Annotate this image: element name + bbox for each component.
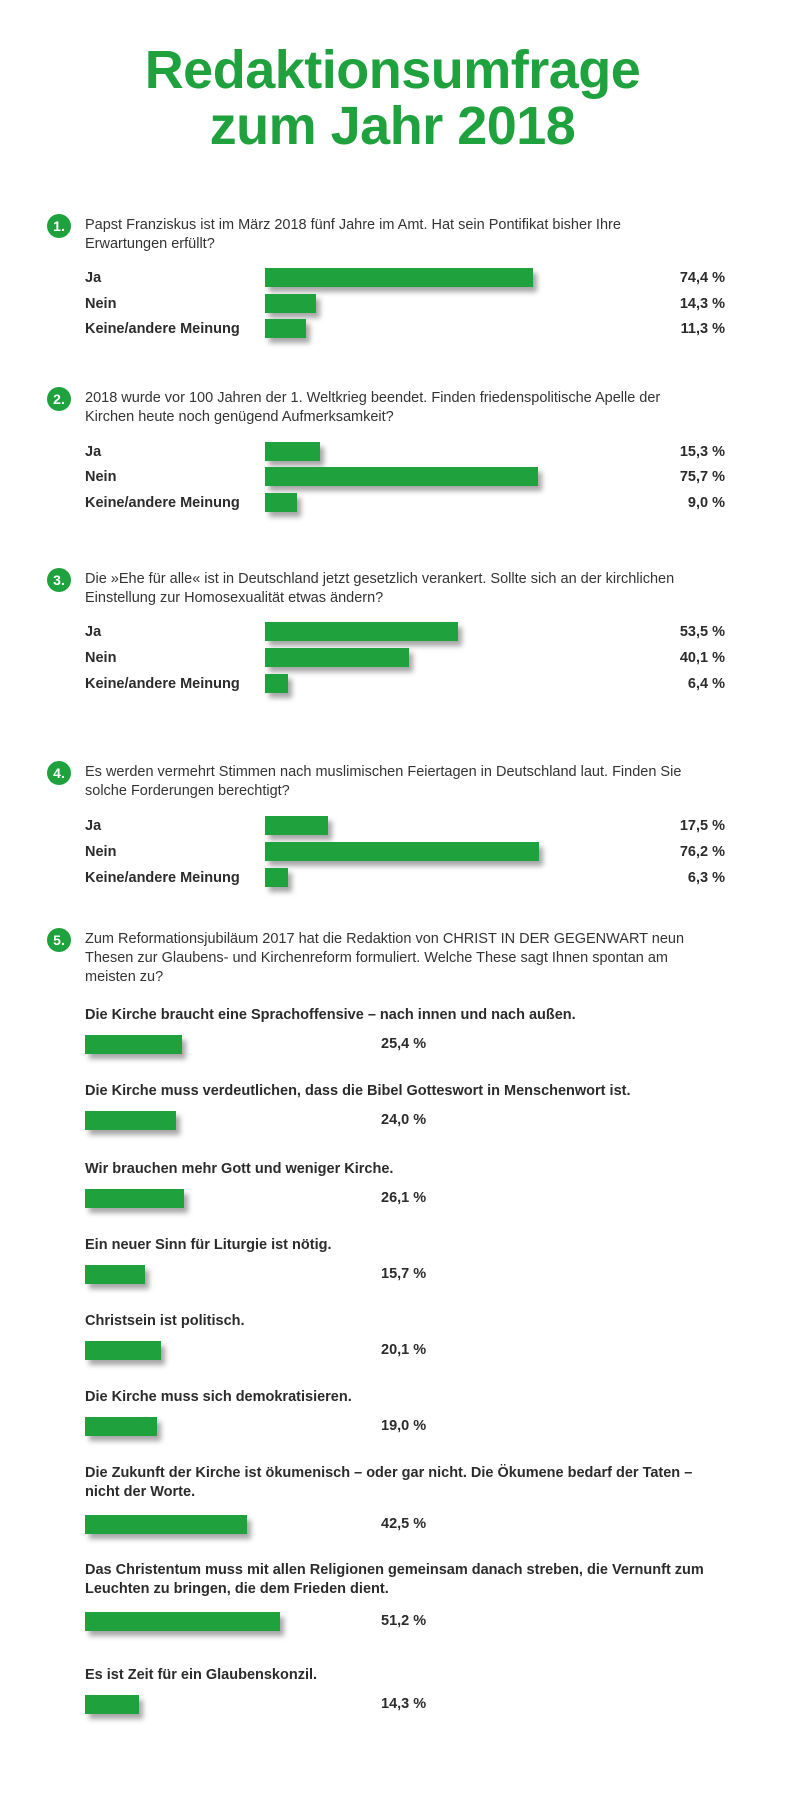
thesis-label: Wir brauchen mehr Gott und weniger Kirche. [85,1161,394,1177]
thesis-bar [85,1417,157,1436]
thesis-percent: 20,1 % [381,1342,427,1358]
thesis-percent: 24,0 % [381,1112,427,1128]
thesis-label: Die Kirche muss verdeutlichen, dass die Bibel Gotteswort in Menschenwort ist. [85,1083,631,1099]
answer-row [0,493,785,513]
answer-bar [265,622,458,641]
answer-label: Ja [85,624,102,640]
question-number-badge: 3. [47,568,71,592]
answer-row [0,816,785,836]
thesis-label: Christsein ist politisch. [85,1313,245,1329]
answer-row [0,319,785,339]
answer-bar [265,268,533,287]
answer-bar [265,868,288,887]
question-number-badge: 5. [47,928,71,952]
thesis-percent: 51,2 % [381,1613,427,1629]
answer-row [0,294,785,314]
answer-percent: 14,3 % [679,296,725,312]
question-number-badge: 1. [47,214,71,238]
answer-bar [265,674,288,693]
question-text: Papst Franziskus ist im März 2018 fünf Jahre im Amt. Hat sein Pontifikat bisher Ihre Erwartungen erfüllt? [85,217,621,252]
thesis-bar [85,1265,145,1284]
answer-percent: 76,2 % [679,844,725,860]
question-text: 2018 wurde vor 100 Jahren der 1. Weltkrieg beendet. Finden friedenspolitische Apelle der Kirchen heute noch genügend Aufmerksamkeit? [85,390,661,425]
thesis-label: Die Kirche muss sich demokratisieren. [85,1389,352,1405]
answer-percent: 11,3 % [680,321,725,337]
thesis-percent: 19,0 % [381,1418,427,1434]
thesis-label: Ein neuer Sinn für Liturgie ist nötig. [85,1237,332,1253]
thesis-label: Die Zukunft der Kirche ist ökumenisch – oder gar nicht. Die Ökumene bedarf der Taten – nicht der Worte. [85,1465,693,1500]
answer-percent: 9,0 % [687,495,725,511]
answer-label: Nein [85,469,117,485]
answer-label: Nein [85,296,117,312]
question-text: Die »Ehe für alle« ist in Deutschland jetzt gesetzlich verankert. Sollte sich an der kirchlichen Einstellung zur Homosexualität etwas ändern? [85,571,675,606]
thesis-percent: 25,4 % [381,1036,427,1052]
question-text: Zum Reformationsjubiläum 2017 hat die Redaktion von CHRIST IN DER GEGENWART neun Thesen zur Glaubens- und Kirchenreform formuliert. Welche These sagt Ihnen spontan am meisten zu? [85,931,685,985]
answer-percent: 17,5 % [679,818,725,834]
answer-row [0,622,785,642]
thesis-percent: 15,7 % [381,1266,427,1282]
answer-row [0,648,785,668]
answer-bar [265,648,409,667]
answer-row [0,467,785,487]
thesis-bar [85,1515,247,1534]
answer-bar [265,467,538,486]
answer-row [0,868,785,888]
answer-label: Ja [85,270,102,286]
answer-bar [265,294,316,313]
answer-percent: 15,3 % [679,444,725,460]
answer-label: Keine/andere Meinung [85,321,240,337]
thesis-bar [85,1189,184,1208]
thesis-bar [85,1612,280,1631]
answer-percent: 40,1 % [679,650,725,666]
answer-bar [265,493,297,512]
answer-label: Nein [85,650,117,666]
answer-row [0,842,785,862]
answer-bar [265,319,306,338]
answer-percent: 74,4 % [679,270,725,286]
answer-percent: 6,4 % [687,676,725,692]
answer-label: Keine/andere Meinung [85,870,240,886]
answer-percent: 53,5 % [679,624,725,640]
thesis-percent: 42,5 % [381,1516,427,1532]
page-title [0,42,785,154]
answer-percent: 6,3 % [687,870,725,886]
thesis-label: Das Christentum muss mit allen Religionen gemeinsam danach streben, die Vernunft zum Leuchten zu bringen, die dem Frieden dient. [85,1562,704,1597]
answer-row [0,442,785,462]
answer-percent: 75,7 % [679,469,725,485]
answer-bar [265,816,328,835]
thesis-bar [85,1341,161,1360]
answer-label: Nein [85,844,117,860]
thesis-label: Es ist Zeit für ein Glaubenskonzil. [85,1667,318,1683]
question-text: Es werden vermehrt Stimmen nach muslimischen Feiertagen in Deutschland laut. Finden Sie solche Forderungen berechtigt? [85,764,682,799]
answer-bar [265,442,320,461]
answer-label: Keine/andere Meinung [85,495,240,511]
question-number-badge: 4. [47,761,71,785]
title-line-1: Redaktionsumfrage [144,40,641,100]
question-number-badge: 2. [47,387,71,411]
answer-label: Keine/andere Meinung [85,676,240,692]
thesis-percent: 26,1 % [381,1190,427,1206]
answer-label: Ja [85,444,102,460]
answer-row [0,268,785,288]
thesis-bar [85,1695,139,1714]
thesis-label: Die Kirche braucht eine Sprachoffensive – nach innen und nach außen. [85,1007,576,1023]
thesis-bar [85,1111,176,1130]
answer-row [0,674,785,694]
answer-label: Ja [85,818,102,834]
thesis-percent: 14,3 % [381,1696,427,1712]
title-line-2: zum Jahr 2018 [209,96,576,156]
thesis-bar [85,1035,182,1054]
answer-bar [265,842,539,861]
